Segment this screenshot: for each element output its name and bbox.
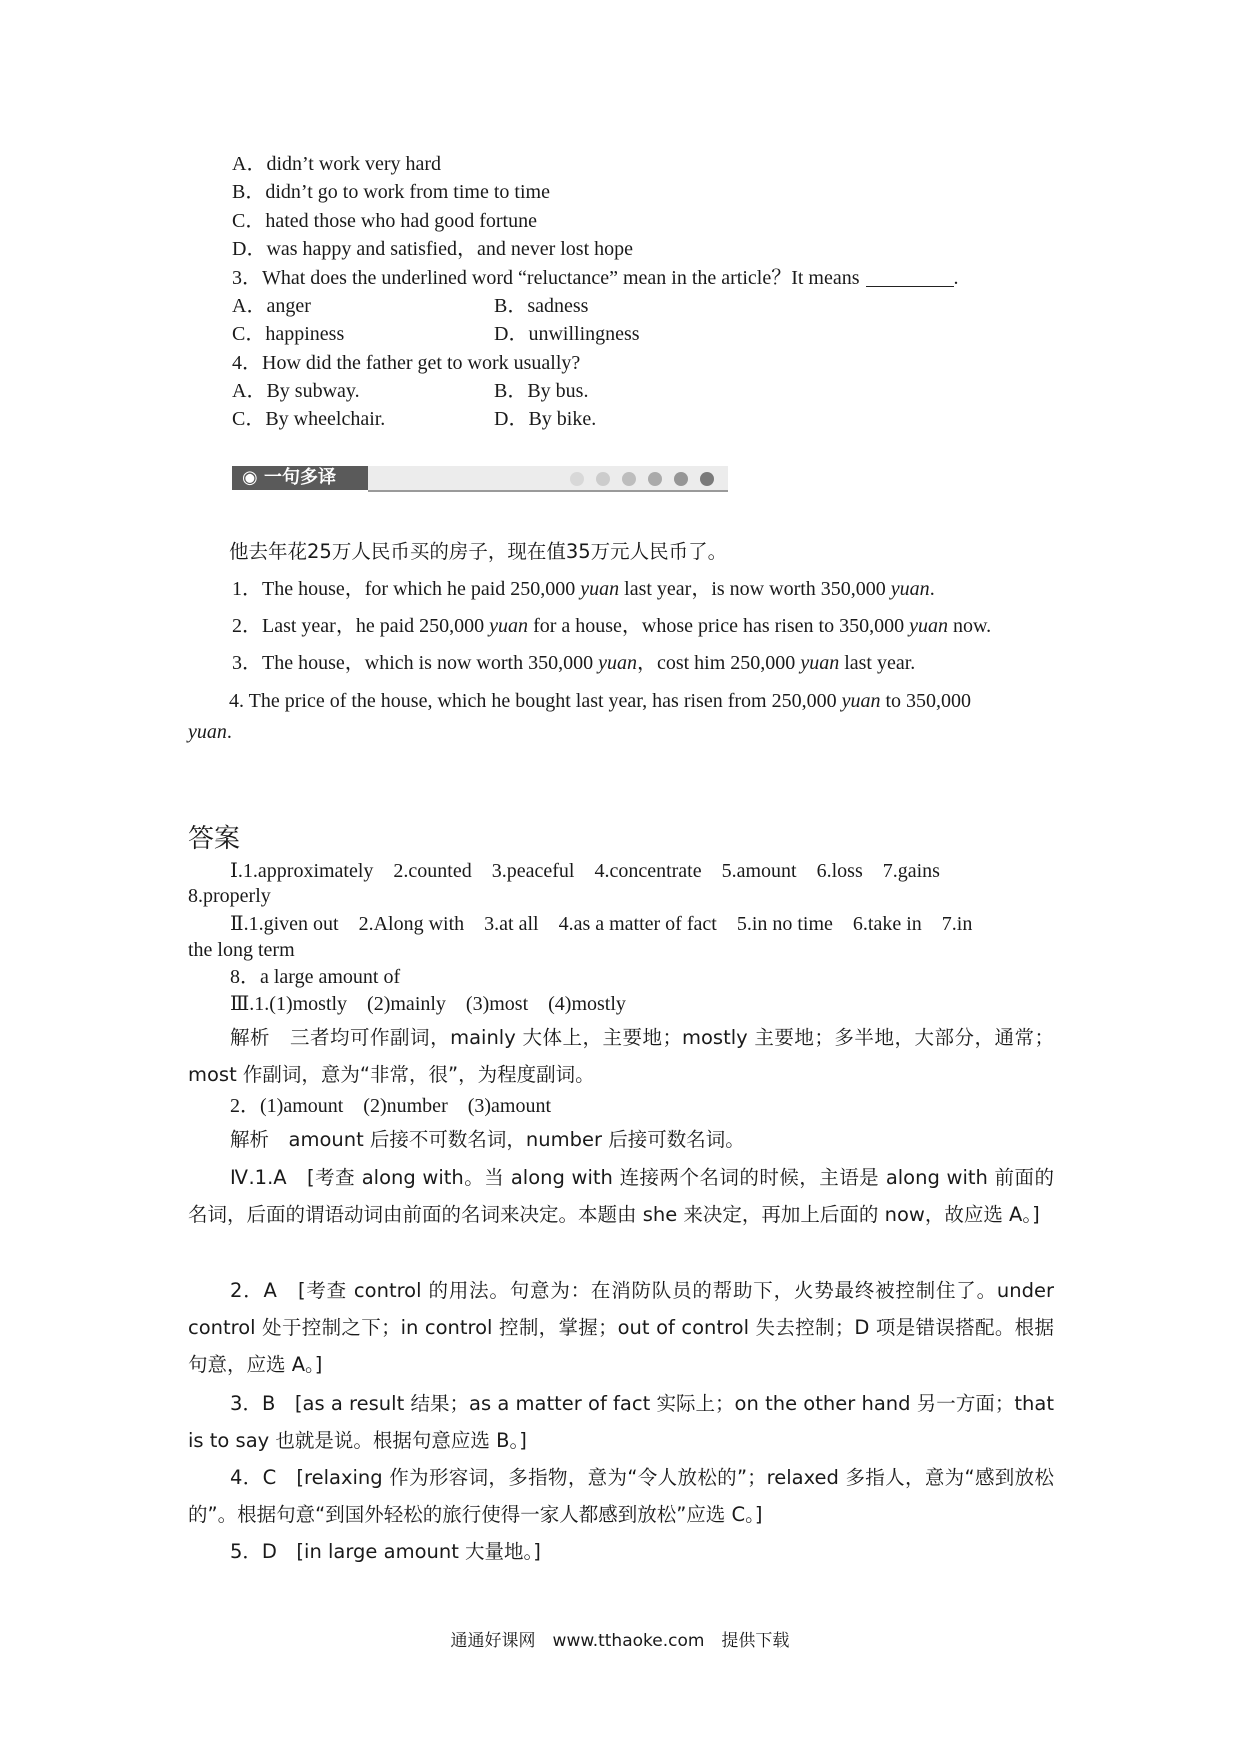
answer-IV-4: 4．C [relaxing 作为形容词，多指物，意为“令人放松的”；relaxed 多指人，意为“感到放松的”。根据句意“到国外轻松的旅行使得一家人都感到放松”应选 C。] (188, 1466, 1054, 1526)
q3-stem: 3．What does the underlined word “reluctance” mean in the article？It means . (232, 267, 959, 289)
page-footer: 通通好课网 www.tthaoke.com 提供下载 (450, 1631, 790, 1651)
translation-2: 2．Last year，he paid 250,000 yuan for a house，whose price has risen to 350,000 yuan now. (232, 615, 992, 637)
answer-I-line2: 8.properly (188, 885, 271, 907)
translation-4: 4. The price of the house, which he bought last year, has risen from 250,000 yuan to 350,000 (229, 690, 972, 712)
answer-I-line1: Ⅰ.1.approximately 2.counted 3.peaceful 4.concentrate 5.amount 6.loss 7.gains (230, 860, 940, 882)
answer-III-2-note: 解析 amount 后接不可数名词，number 后接可数名词。 (230, 1128, 745, 1151)
answer-II-line2: the long term (188, 939, 295, 961)
answer-IV-2: 2．A [考查 control 的用法。句意为：在消防队员的帮助下，火势最终被控制住了。under control 处于控制之下；in control 控制，掌握；out of control 失去控制；D 项是错误搭配。根据句意，应选 A。] (188, 1279, 1054, 1376)
answer-II-line3: 8．a large amount of (230, 966, 401, 988)
translation-source: 他去年花25万人民币买的房子，现在值35万元人民币了。 (229, 540, 728, 563)
section-title: ◉ 一句多译 (242, 467, 336, 488)
answer-III-1-note: 解析 三者均可作副词，mainly 大体上，主要地；mostly 主要地；多半地，大部分，通常；most 作副词，意为“非常，很”，为程度副词。 (188, 1026, 1054, 1086)
answer-IV-5: 5．D [in large amount 大量地。] (230, 1540, 541, 1563)
answer-IV-3: 3．B [as a result 结果；as a matter of fact 实际上；on the other hand 另一方面；that is to say 也就是说。根据句意应选 B。] (188, 1392, 1054, 1452)
q2-option-a: A．didn’t work very hard (232, 153, 442, 175)
decorative-dots (570, 472, 714, 486)
q2-option-c: C．hated those who had good fortune (232, 210, 537, 232)
answer-II-line1: Ⅱ.1.given out 2.Along with 3.at all 4.as a matter of fact 5.in no time 6.take in 7.in (230, 913, 973, 935)
q4-stem: 4．How did the father get to work usually? (232, 352, 581, 374)
answer-blank (866, 268, 954, 287)
translation-1: 1．The house，for which he paid 250,000 yuan last year，is now worth 350,000 yuan. (232, 578, 935, 600)
translation-4-cont: yuan. (188, 721, 232, 743)
document-page: A．didn’t work very hard B．didn’t go to work from time to time C．hated those who had good fortune D．was happy and satisfied，and never lost hope 3．What does the underlined word “reluctance” mean in the article？It means . A．anger B．sadness C．happiness D．unwillingness 4．How did the father get to work usually? A．By subway. B．By bus. C．By wheelchair. D．By bike. ◉ 一句多译 他去年花25万人民币买的房子，现在值35万元人民币了。 1．The house，for which he paid 250,000 yuan last year，is now worth 350,000 yuan. 2．Last year，he paid 250,000 yuan for a house，whose price has risen to 350,000 yuan now. 3．The house，which is now worth 350,000 yuan，cost him 250,000 yuan last year. 4. The price of the house, which he bought last year, has risen from 250,000 yuan to 350,000 yuan. 答案 Ⅰ.1.approximately 2.counted 3.peaceful 4.concentrate 5.amount 6.loss 7.gains 8.properly Ⅱ.1.given out 2.Along with 3.at all 4.as a matter of fact 5.in no time 6.take in 7.in the long term 8．a large amount of Ⅲ.1.(1)mostly (2)mainly (3)most (4)mostly 解析 三者均可作副词，mainly 大体上，主要地；mostly 主要地；多半地，大部分，通常；most 作副词，意为“非常，很”，为程度副词。 2．(1)amount (2)number (3)amount 解析 amount 后接不可数名词，number 后接可数名词。 Ⅳ.1.A [考查 along with。当 along with 连接两个名词的时候，主语是 along with 前面的名词，后面的谓语动词由前面的名词来决定。本题由 she 来决定，再加上后面的 now，故应选 A。] 2．A [考查 control 的用法。句意为：在消防队员的帮助下，火势最终被控制住了。under control 处于控制之下；in control 控制，掌握；out of control 失去控制；D 项是错误搭配。根据句意，应选 A。] 3．B [as a result 结果；as a matter of fact 实际上；on the other hand 另一方面；that is to say 也就是说。根据句意应选 B。] 4．C [relaxing 作为形容词，多指物，意为“令人放松的”；relaxed 多指人，意为“感到放松的”。根据句意“到国外轻松的旅行使得一家人都感到放松”应选 C。] 5．D [in large amount 大量地。] 通通好课网 www.tthaoke.com 提供下载 (0, 0, 1240, 1754)
q2-option-d: D．was happy and satisfied，and never lost hope (232, 238, 634, 260)
q2-option-b: B．didn’t go to work from time to time (232, 181, 550, 203)
translation-3: 3．The house，which is now worth 350,000 yuan，cost him 250,000 yuan last year. (232, 652, 916, 674)
answer-IV-1: Ⅳ.1.A [考查 along with。当 along with 连接两个名词的时候，主语是 along with 前面的名词，后面的谓语动词由前面的名词来决定。本题由 she 来决定，再加上后面的 now，故应选 A。] (188, 1166, 1054, 1226)
answer-III-2: 2．(1)amount (2)number (3)amount (230, 1095, 552, 1117)
answer-III-1: Ⅲ.1.(1)mostly (2)mainly (3)most (4)mostly (230, 993, 626, 1015)
section-banner (232, 466, 728, 490)
answers-heading: 答案 (188, 824, 241, 854)
